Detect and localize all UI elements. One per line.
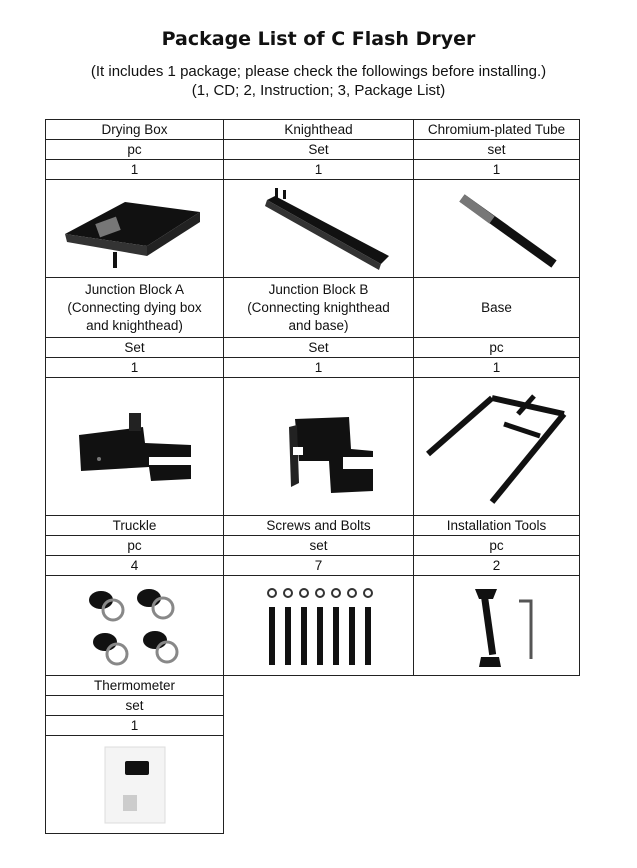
item-qty-cell xyxy=(223,159,414,180)
thermometer-image xyxy=(85,741,185,829)
item-name: Junction Block B xyxy=(268,281,369,297)
item-name-cell xyxy=(45,119,224,140)
item-qty-cell xyxy=(413,159,580,180)
page-title: Package List of C Flash Dryer xyxy=(161,28,476,50)
item-qty-cell xyxy=(45,159,224,180)
item-qty: 4 xyxy=(130,557,139,573)
item-name-cell xyxy=(45,277,224,338)
item-qty: 1 xyxy=(314,359,323,375)
item-name: Thermometer xyxy=(93,677,176,693)
item-qty: 1 xyxy=(492,359,501,375)
item-unit-cell xyxy=(413,337,580,358)
item-unit: set xyxy=(487,141,506,157)
item-name: Installation Tools xyxy=(446,517,547,533)
item-image-cell xyxy=(45,735,224,834)
item-qty: 1 xyxy=(314,161,323,177)
item-note: (Connecting dying box xyxy=(67,299,202,315)
item-name: Truckle xyxy=(112,517,157,533)
installation-tools-image xyxy=(437,581,557,671)
item-unit-cell xyxy=(45,139,224,160)
item-name: Base xyxy=(481,299,512,315)
item-unit: pc xyxy=(489,537,504,553)
item-qty: 2 xyxy=(492,557,501,573)
item-image-cell xyxy=(223,575,414,676)
drying-box-image xyxy=(55,184,215,274)
item-unit: pc xyxy=(127,141,142,157)
item-unit-cell xyxy=(223,535,414,556)
item-unit: pc xyxy=(489,339,504,355)
item-name-cell xyxy=(45,515,224,536)
item-qty-cell xyxy=(413,555,580,576)
item-unit-cell xyxy=(45,695,224,716)
item-unit-cell xyxy=(223,139,414,160)
item-qty-cell xyxy=(45,555,224,576)
item-image-cell xyxy=(45,179,224,278)
item-note: (Connecting knighthead xyxy=(247,299,390,315)
item-unit: Set xyxy=(308,339,329,355)
item-unit: set xyxy=(125,697,144,713)
truckle-image xyxy=(75,580,195,672)
item-name-cell xyxy=(45,675,224,696)
item-unit: Set xyxy=(308,141,329,157)
item-unit-cell xyxy=(413,535,580,556)
chromium-tube-image xyxy=(422,184,572,274)
item-note: and base) xyxy=(288,317,349,333)
item-image-cell xyxy=(413,575,580,676)
junction-block-a-image xyxy=(65,397,205,497)
item-name: Junction Block A xyxy=(84,281,185,297)
item-name: Drying Box xyxy=(101,121,168,137)
item-image-cell xyxy=(223,377,414,516)
package-note: (It includes 1 package; please check the followings before installing.) xyxy=(90,63,547,80)
item-name: Chromium-plated Tube xyxy=(427,121,566,137)
item-qty-cell xyxy=(45,357,224,378)
item-qty: 1 xyxy=(492,161,501,177)
item-qty: 1 xyxy=(130,359,139,375)
item-name-cell xyxy=(413,119,580,140)
item-unit: set xyxy=(309,537,328,553)
item-unit-cell xyxy=(45,535,224,556)
item-qty: 7 xyxy=(314,557,323,573)
item-name-cell xyxy=(413,515,580,536)
item-name: Knighthead xyxy=(284,121,353,137)
item-qty-cell xyxy=(45,715,224,736)
base-frame-image xyxy=(422,384,572,509)
item-name: Screws and Bolts xyxy=(266,517,371,533)
item-qty-cell xyxy=(223,555,414,576)
item-unit-cell xyxy=(45,337,224,358)
item-image-cell xyxy=(413,179,580,278)
item-image-cell xyxy=(45,377,224,516)
item-unit: pc xyxy=(127,537,142,553)
knighthead-image xyxy=(239,184,399,274)
item-image-cell xyxy=(223,179,414,278)
screws-bolts-image xyxy=(254,583,384,668)
item-name-cell xyxy=(223,277,414,338)
item-name-cell xyxy=(413,277,580,338)
item-qty: 1 xyxy=(130,717,139,733)
item-unit-cell xyxy=(223,337,414,358)
item-unit: Set xyxy=(124,339,145,355)
item-image-cell xyxy=(413,377,580,516)
junction-block-b-image xyxy=(249,397,389,497)
item-image-cell xyxy=(45,575,224,676)
item-qty-cell xyxy=(413,357,580,378)
package-contents-note: (1, CD; 2, Instruction; 3, Package List) xyxy=(191,82,446,99)
item-qty: 1 xyxy=(130,161,139,177)
item-note: and knighthead) xyxy=(86,317,183,333)
item-name-cell xyxy=(223,515,414,536)
item-unit-cell xyxy=(413,139,580,160)
item-name-cell xyxy=(223,119,414,140)
item-qty-cell xyxy=(223,357,414,378)
